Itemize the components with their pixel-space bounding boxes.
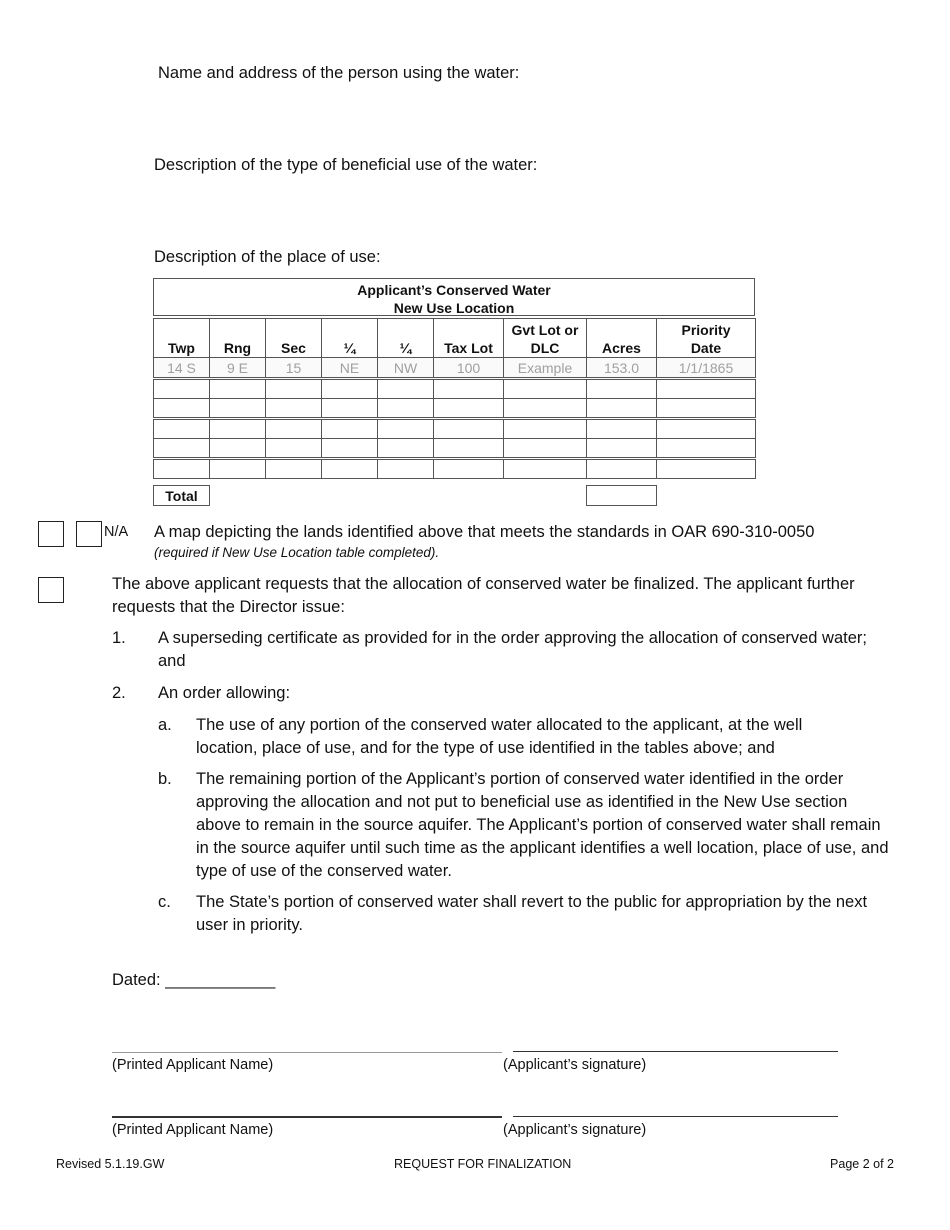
col-header-tax-lot: Tax Lot [434,319,504,358]
col-header-rng: Rng [210,319,266,358]
place-of-use-label: Description of the place of use: [154,248,381,266]
table-row [154,419,756,439]
map-checkbox[interactable] [38,521,64,547]
col-header-sec: Sec [266,319,322,358]
table-title-line2: New Use Location [393,300,515,316]
table-cell[interactable] [154,459,210,479]
table-cell[interactable] [378,399,434,419]
printed-name-label-2: (Printed Applicant Name) [112,1122,274,1138]
printed-name-line-2[interactable] [112,1116,502,1118]
request-item-2-text: An order allowing: [158,684,291,702]
table-cell[interactable] [657,439,756,459]
printed-name-line-1[interactable] [112,1052,502,1053]
table-cell[interactable] [434,419,504,439]
example-cell: 100 [434,358,504,379]
table-cell[interactable] [154,419,210,439]
table-cell[interactable] [322,399,378,419]
map-item-text: A map depicting the lands identified above that meets the standards in OAR 690-310-0050 [154,523,815,541]
subitem-b-num: b. [158,770,172,788]
table-cell[interactable] [210,379,266,399]
example-cell: 1/1/1865 [657,358,756,379]
request-item-1-text: A superseding certificate as provided for in the order approving the allocation of conserved water; and [158,629,867,670]
example-cell: 153.0 [587,358,657,379]
beneficial-use-label: Description of the type of beneficial use of the water: [154,156,538,174]
table-cell[interactable] [587,419,657,439]
request-intro: The above applicant requests that the allocation of conserved water be finalized. The applicant further requests that the Director issue: [112,575,855,616]
table-cell[interactable] [210,419,266,439]
table-example-row [154,358,756,379]
table-row [154,399,756,419]
request-item-1-num: 1. [112,629,126,647]
table-cell[interactable] [266,399,322,419]
na-label: N/A [104,524,129,540]
subitem-c-num: c. [158,893,171,911]
new-use-location-table [153,278,755,479]
example-cell: NW [378,358,434,379]
dated-field[interactable]: Dated: ____________ [112,971,276,989]
table-cell[interactable] [657,459,756,479]
table-cell[interactable] [587,379,657,399]
name-address-label: Name and address of the person using the water: [158,64,520,82]
map-na-checkbox[interactable] [76,521,102,547]
table-cell[interactable] [154,439,210,459]
example-cell: Example [504,358,587,379]
table-cell[interactable] [504,399,587,419]
table-grid [153,318,756,479]
subitem-c-text: The State’s portion of conserved water shall revert to the public for appropriation by the next user in priority. [196,893,868,934]
table-title [153,278,755,316]
subitem-a-text: The use of any portion of the conserved water allocated to the applicant, at the well location, place of use, and for the type of use identified in the tables above; and [196,716,803,757]
signature-label-2: (Applicant’s signature) [503,1122,647,1138]
signature-line-2[interactable] [513,1116,838,1117]
printed-name-label-1: (Printed Applicant Name) [112,1057,274,1073]
signature-line-1[interactable] [513,1051,838,1052]
table-cell[interactable] [378,459,434,479]
table-cell[interactable] [154,379,210,399]
table-cell[interactable] [657,399,756,419]
table-cell[interactable] [657,419,756,439]
total-label: Total [153,485,210,506]
table-cell[interactable] [434,399,504,419]
table-cell[interactable] [587,459,657,479]
table-cell[interactable] [504,439,587,459]
table-row [154,439,756,459]
footer-revision: Revised 5.1.19.GW [56,1157,165,1171]
table-cell[interactable] [322,419,378,439]
table-cell[interactable] [378,379,434,399]
footer-title: REQUEST FOR FINALIZATION [394,1157,572,1171]
example-cell: 15 [266,358,322,379]
col-header-priority-date: Priority Date [657,319,756,358]
request-checkbox[interactable] [38,577,64,603]
table-title-line1: Applicant’s Conserved Water [357,282,551,298]
example-cell: NE [322,358,378,379]
table-cell[interactable] [378,419,434,439]
table-cell[interactable] [322,459,378,479]
table-cell[interactable] [434,459,504,479]
table-cell[interactable] [504,379,587,399]
table-cell[interactable] [210,459,266,479]
table-cell[interactable] [657,379,756,399]
col-header-acres: Acres [587,319,657,358]
table-row [154,379,756,399]
map-item-note: (required if New Use Location table completed). [154,545,440,560]
table-cell[interactable] [587,439,657,459]
subitem-b-text: The remaining portion of the Applicant’s portion of conserved water identified in the order approving the allocation and not put to beneficial use as identified in the New Use section above to remain in the source aquifer. The Applicant’s portion of conserved water shall remain in the source aquifer until such time as the applicant identifies a well location, place of use, and type of use of the conserved water. [196,770,889,880]
subitem-a-num: a. [158,716,172,734]
request-item-2-num: 2. [112,684,126,702]
table-cell[interactable] [587,399,657,419]
example-cell: 9 E [210,358,266,379]
table-row [154,459,756,479]
signature-label-1: (Applicant’s signature) [503,1057,647,1073]
table-cell[interactable] [210,399,266,419]
table-cell[interactable] [504,459,587,479]
total-acres-field[interactable] [586,485,657,506]
table-cell[interactable] [378,439,434,459]
table-cell[interactable] [434,439,504,459]
table-cell[interactable] [154,399,210,419]
table-cell[interactable] [266,459,322,479]
table-cell[interactable] [266,439,322,459]
table-cell[interactable] [322,439,378,459]
table-cell[interactable] [322,379,378,399]
table-cell[interactable] [210,439,266,459]
table-cell[interactable] [434,379,504,399]
table-cell[interactable] [266,379,322,399]
col-header-twp: Twp [154,319,210,358]
col-header-gvt-lot: Gvt Lot or DLC [504,319,587,358]
table-cell[interactable] [504,419,587,439]
col-header-quarter-2: ¼ [378,319,434,358]
col-header-quarter-1: ¼ [322,319,378,358]
example-cell: 14 S [154,358,210,379]
footer-page-number: Page 2 of 2 [830,1157,894,1171]
table-cell[interactable] [266,419,322,439]
